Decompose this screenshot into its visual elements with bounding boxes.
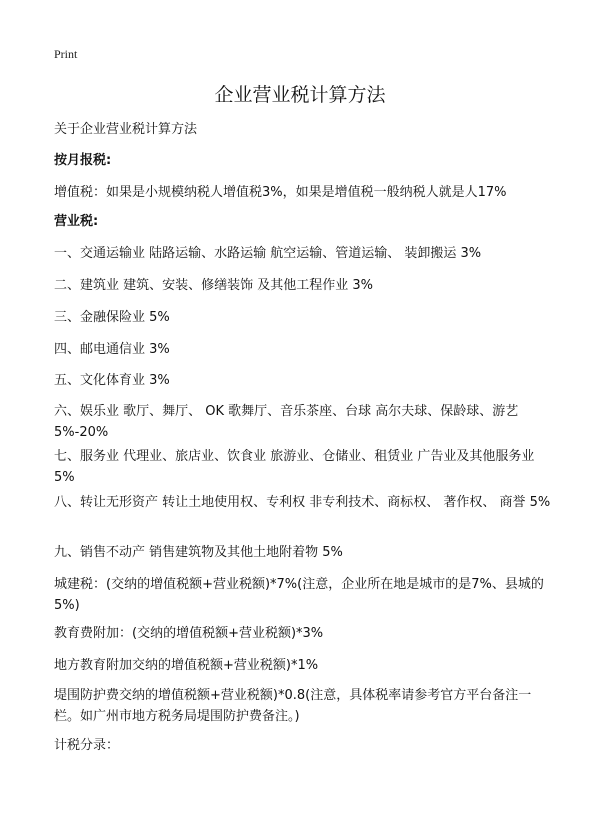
accounting-heading: 计税分录：: [54, 738, 120, 753]
dike-fee-line: 堤围防护费交纳的增值税额+营业税额)*0.8(注意，具体税率请参考官方平台备注一栏。如广州市地方税务局堤围防护费备注。): [54, 688, 532, 724]
business-item: 五、文化体育业 3%: [54, 373, 170, 388]
page-title: 企业营业税计算方法: [214, 84, 386, 106]
business-item: 二、建筑业 建筑、安装、修缮装饰 及其他工程作业 3%: [54, 278, 374, 293]
local-edu-fee-line: 地方教育附加交纳的增值税额+营业税额)*1%: [54, 658, 319, 673]
city-tax-line: 城建税：(交纳的增值税额+营业税额)*7%(注意，企业所在地是城市的是7%、县城的5%): [54, 577, 544, 613]
business-item: 一、交通运输业 陆路运输、水路运输 航空运输、管道运输、 装卸搬运 3%: [54, 246, 482, 261]
print-link[interactable]: Print: [54, 47, 78, 61]
business-item: 四、邮电通信业 3%: [54, 342, 170, 357]
intro-text: 关于企业营业税计算方法: [54, 122, 198, 137]
business-item: 九、销售不动产 销售建筑物及其他土地附着物 5%: [54, 545, 343, 560]
business-tax-heading: 营业税:: [54, 214, 99, 229]
vat-line: 增值税：如果是小规模纳税人增值税3%，如果是增值税一般纳税人就是人17%: [54, 185, 507, 200]
business-item: 七、服务业 代理业、旅店业、饮食业 旅游业、仓储业、租赁业 广告业及其他服务业 5%: [54, 449, 535, 485]
business-item: 三、金融保险业 5%: [54, 310, 170, 325]
business-item: 八、转让无形资产 转让土地使用权、专利权 非专利技术、商标权、 著作权、 商誉 5%: [54, 495, 551, 510]
monthly-heading: 按月报税:: [54, 153, 112, 168]
edu-fee-line: 教育费附加：(交纳的增值税额+营业税额)*3%: [54, 626, 324, 641]
business-item: 六、娱乐业 歌厅、舞厅、 OK 歌舞厅、音乐茶座、台球 高尔夫球、保龄球、游艺 5%-20%: [54, 404, 519, 440]
